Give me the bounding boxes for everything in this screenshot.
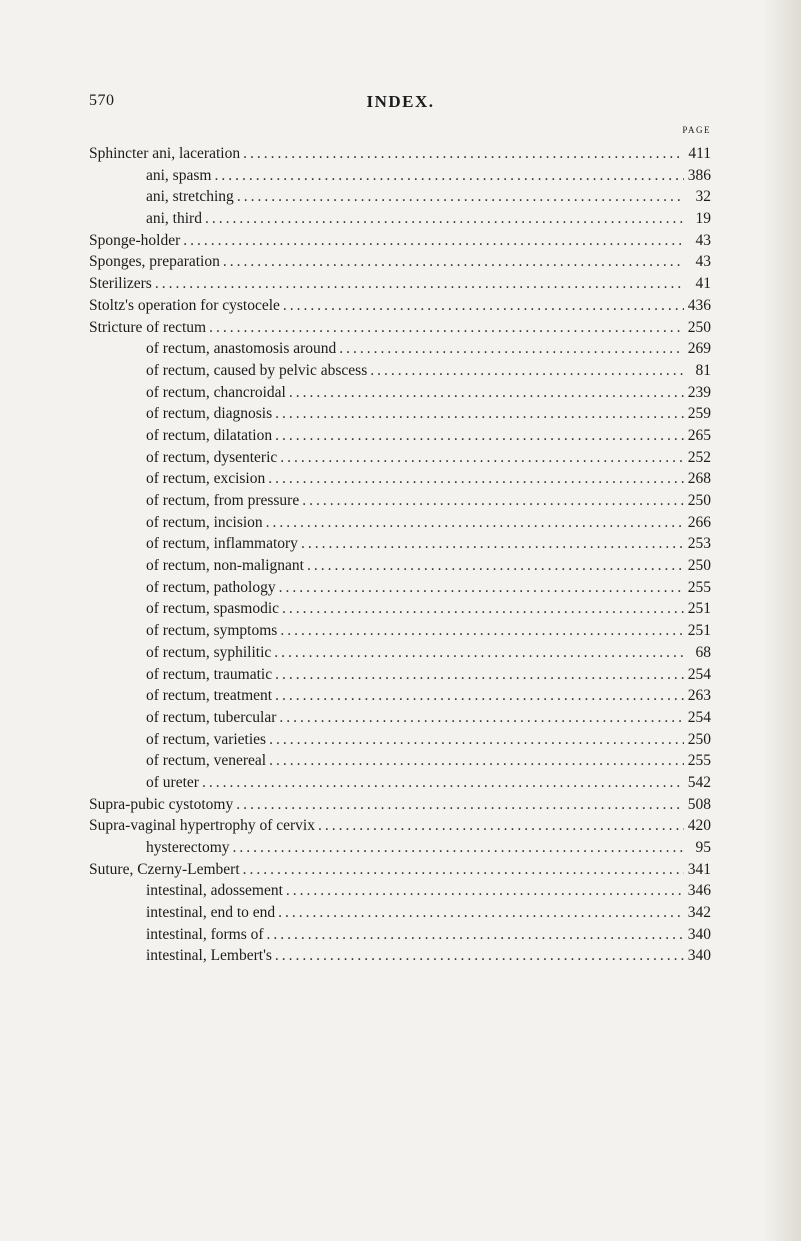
index-entry [89, 859, 711, 881]
page-reference: 340 [687, 947, 711, 965]
entry-text: of rectum, treatment [146, 687, 273, 705]
dot-leader [275, 945, 684, 967]
entry-text: intestinal, forms of [146, 925, 264, 943]
index-entry [89, 924, 711, 946]
dot-leader [318, 815, 684, 837]
index-entry [89, 555, 711, 577]
page-reference: 346 [687, 882, 711, 900]
index-entry [89, 685, 711, 707]
page-reference: 259 [687, 405, 711, 423]
entry-text: of rectum, caused by pelvic abscess [146, 361, 368, 379]
page-reference: 340 [687, 925, 711, 943]
page-reference: 436 [687, 296, 711, 314]
running-head: INDEX. [366, 92, 435, 111]
dot-leader [280, 620, 684, 642]
entry-text: of rectum, non-malignant [146, 557, 304, 575]
dot-leader [307, 555, 684, 577]
entry-text: Stricture of rectum [89, 318, 207, 336]
index-entry [89, 208, 711, 230]
page-edge-shadow [763, 0, 801, 1241]
page-column-label: PAGE [682, 125, 711, 135]
page-reference: 254 [687, 708, 711, 726]
page-reference: 251 [687, 622, 711, 640]
entry-text: of rectum, symptoms [146, 622, 278, 640]
entry-text: of rectum, tubercular [146, 708, 277, 726]
index-entry [89, 360, 711, 382]
dot-leader [282, 598, 684, 620]
page-reference: 342 [687, 904, 711, 922]
entry-text: of rectum, anastomosis around [146, 340, 337, 358]
index-entry [89, 338, 711, 360]
page-reference: 341 [687, 860, 711, 878]
index-entry [89, 512, 711, 534]
dot-leader [243, 143, 684, 165]
entry-text: ani, stretching [146, 188, 234, 206]
dot-leader [214, 165, 684, 187]
index-entry [89, 902, 711, 924]
index-entry [89, 664, 711, 686]
page-reference: 68 [695, 643, 711, 661]
dot-leader [279, 577, 684, 599]
entry-text: of rectum, venereal [146, 752, 267, 770]
entry-text: of rectum, syphilitic [146, 643, 272, 661]
dot-leader [275, 403, 684, 425]
dot-leader [267, 924, 684, 946]
index-entry [89, 251, 711, 273]
entry-text: Supra-vaginal hypertrophy of cervix [89, 817, 315, 835]
page-reference: 251 [687, 600, 711, 618]
page-reference: 43 [695, 231, 711, 249]
index-entry [89, 230, 711, 252]
dot-leader [237, 186, 684, 208]
page-reference: 254 [687, 665, 711, 683]
page-reference: 508 [687, 795, 711, 813]
index-entry [89, 490, 711, 512]
dot-leader [275, 425, 684, 447]
dot-leader [370, 360, 684, 382]
entry-text: of rectum, dysenteric [146, 448, 278, 466]
dot-leader [236, 794, 684, 816]
page-reference: 420 [687, 817, 711, 835]
page-reference: 265 [687, 426, 711, 444]
page-reference: 411 [688, 145, 711, 162]
page-reference: 266 [687, 513, 711, 531]
dot-leader [275, 664, 684, 686]
index-entry [89, 620, 711, 642]
page-reference: 250 [687, 557, 711, 575]
dot-leader [155, 273, 684, 295]
page-reference: 269 [687, 340, 711, 358]
entry-text: ani, spasm [146, 166, 212, 184]
dot-leader [233, 837, 684, 859]
page-reference: 95 [695, 839, 711, 856]
entry-text: of rectum, incision [146, 513, 263, 531]
dot-leader [283, 295, 684, 317]
page-reference: 250 [687, 318, 711, 336]
index-entry [89, 642, 711, 664]
dot-leader [275, 685, 684, 707]
dot-leader [301, 533, 684, 555]
index-entry [89, 794, 711, 816]
dot-leader [223, 251, 684, 273]
entry-text: intestinal, end to end [146, 904, 276, 922]
dot-leader [243, 859, 684, 881]
dot-leader [289, 382, 684, 404]
entry-text: of rectum, dilatation [146, 426, 273, 444]
page-reference: 263 [687, 687, 711, 705]
index-entry [89, 772, 711, 794]
page-number: 570 [89, 92, 115, 109]
index-entry [89, 403, 711, 425]
entry-text: hysterectomy [146, 839, 230, 856]
entry-text: of rectum, inflammatory [146, 535, 298, 553]
index-entry [89, 317, 711, 339]
index-entry [89, 533, 711, 555]
index-entry [89, 815, 711, 837]
entry-text: of rectum, spasmodic [146, 600, 280, 618]
entry-text: Supra-pubic cystotomy [89, 795, 234, 813]
entry-text: of rectum, traumatic [146, 665, 273, 683]
index-entry [89, 468, 711, 490]
dot-leader [279, 707, 684, 729]
dot-leader [280, 447, 684, 469]
index-entry [89, 837, 711, 859]
entry-text: intestinal, adossement [146, 882, 283, 900]
page-reference: 239 [687, 383, 711, 401]
index-entry [89, 729, 711, 751]
page-reference: 386 [687, 166, 711, 184]
dot-leader [202, 772, 684, 794]
index-entry [89, 295, 711, 317]
page-reference: 41 [695, 275, 711, 293]
index-entry [89, 425, 711, 447]
entry-text: of rectum, chancroidal [146, 383, 286, 401]
page-reference: 542 [687, 773, 711, 791]
index-entry [89, 577, 711, 599]
entry-text: Suture, Czerny-Lembert [89, 860, 240, 878]
dot-leader [269, 729, 684, 751]
entry-text: Sterilizers [89, 275, 152, 293]
index-entry [89, 945, 711, 967]
entry-text: of rectum, from pressure [146, 492, 300, 509]
page-reference: 255 [687, 578, 711, 596]
index-list [89, 143, 711, 967]
index-entry [89, 382, 711, 404]
dot-leader [205, 208, 684, 230]
entry-text: intestinal, Lembert's [146, 947, 272, 965]
entry-text: of rectum, diagnosis [146, 405, 273, 423]
entry-text: Sponge-holder [89, 231, 181, 249]
page-reference: 81 [695, 361, 711, 379]
page-reference: 32 [695, 188, 711, 206]
entry-text: Sphincter ani, laceration [89, 145, 241, 162]
page-reference: 43 [695, 253, 711, 271]
page-reference: 253 [687, 535, 711, 553]
entry-text: of ureter [146, 773, 199, 791]
entry-text: of rectum, varieties [146, 730, 267, 748]
index-entry [89, 447, 711, 469]
index-entry [89, 165, 711, 187]
index-entry [89, 598, 711, 620]
dot-leader [268, 468, 684, 490]
dot-leader [269, 750, 684, 772]
page-reference: 255 [687, 752, 711, 770]
dot-leader [274, 642, 684, 664]
entry-text: Sponges, preparation [89, 253, 220, 271]
index-entry [89, 880, 711, 902]
entry-text: ani, third [146, 210, 202, 228]
dot-leader [302, 490, 684, 512]
index-entry [89, 750, 711, 772]
entry-text: Stoltz's operation for cystocele [89, 296, 280, 314]
page-reference: 19 [695, 210, 711, 228]
page-reference: 268 [687, 470, 711, 488]
page-reference: 252 [687, 448, 711, 466]
page-reference: 250 [687, 492, 711, 509]
index-entry [89, 707, 711, 729]
dot-leader [209, 317, 684, 339]
index-entry [89, 273, 711, 295]
dot-leader [266, 512, 684, 534]
index-entry [89, 143, 711, 165]
index-entry [89, 186, 711, 208]
entry-text: of rectum, excision [146, 470, 266, 488]
dot-leader [183, 230, 684, 252]
dot-leader [339, 338, 684, 360]
page-reference: 250 [687, 730, 711, 748]
entry-text: of rectum, pathology [146, 578, 276, 596]
dot-leader [278, 902, 684, 924]
dot-leader [286, 880, 684, 902]
